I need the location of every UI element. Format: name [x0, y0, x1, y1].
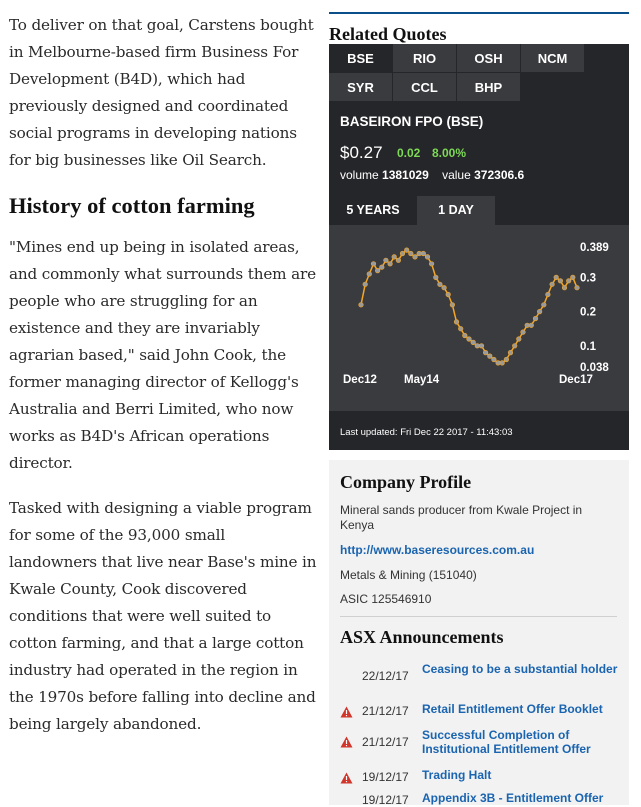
announcement-title[interactable]: Ceasing to be a substantial holder [422, 662, 618, 676]
y-tick-label: 0.038 [580, 362, 609, 374]
volume-value: 1381029 [382, 168, 429, 182]
x-tick-label: May14 [404, 374, 440, 386]
announcement-date: 21/12/17 [362, 704, 409, 718]
ticker-tab-bse[interactable]: BSE [329, 44, 393, 73]
ticker-tab-osh[interactable]: OSH [457, 44, 521, 73]
price-point [537, 309, 542, 314]
price-chart-svg [329, 225, 629, 411]
price-point [413, 255, 418, 260]
price-point [450, 303, 455, 308]
price-point [446, 292, 451, 297]
price-point [375, 268, 380, 273]
price-point [479, 344, 484, 349]
price-point [575, 285, 580, 290]
price-point [425, 255, 430, 260]
quote-change: 0.02 [397, 146, 421, 160]
price-point [442, 285, 447, 290]
period-tab-1-day[interactable]: 1 DAY [417, 196, 495, 225]
last-updated: Last updated: Fri Dec 22 2017 - 11:43:03 [340, 427, 513, 438]
announcement-date: 19/12/17 [362, 793, 409, 807]
company-website-link[interactable]: http://www.baseresources.com.au [340, 543, 535, 557]
price-point [542, 303, 547, 308]
y-tick-label: 0.1 [580, 340, 596, 353]
price-point [521, 330, 526, 335]
price-point [467, 337, 472, 342]
price-point [562, 285, 567, 290]
quote-price: $0.27 [340, 143, 383, 162]
price-point [367, 272, 372, 277]
price-point [438, 282, 443, 287]
article-body [9, 12, 317, 756]
quote-widget [329, 44, 629, 450]
price-point [550, 282, 555, 287]
price-point [392, 255, 397, 260]
price-point [488, 354, 493, 359]
price-point [458, 326, 463, 331]
announcement-title[interactable]: Appendix 3B - Entitlement Offer [422, 791, 604, 805]
price-point [504, 357, 509, 362]
divider [340, 616, 617, 617]
price-point [463, 333, 468, 338]
price-point [500, 361, 505, 366]
ticker-tab-syr[interactable]: SYR [329, 73, 393, 102]
article-subheading: History of cotton farming [9, 193, 255, 218]
price-point [571, 275, 576, 280]
company-industry: Metals & Mining (151040) [340, 568, 477, 582]
price-chart [329, 225, 629, 411]
price-point [512, 344, 517, 349]
price-point [554, 275, 559, 280]
price-point [363, 282, 368, 287]
announcement-date: 19/12/17 [362, 770, 409, 784]
x-tick-label: Dec17 [559, 374, 593, 386]
ticker-tab-bhp[interactable]: BHP [457, 73, 521, 102]
value-value: 372306.6 [474, 168, 525, 182]
ticker-tab-ccl[interactable]: CCL [393, 73, 457, 102]
y-tick-label: 0.389 [580, 242, 609, 254]
y-tick-label: 0.3 [580, 272, 596, 285]
price-point [471, 340, 476, 345]
announcement-date: 22/12/17 [362, 669, 409, 683]
price-point [359, 303, 364, 308]
company-description: Mineral sands producer from Kwale Project in Kenya [340, 503, 583, 532]
price-point [566, 279, 571, 284]
y-tick-label: 0.2 [580, 306, 596, 319]
sidebar [329, 12, 629, 807]
quote-volume-line [340, 168, 524, 182]
value-label: value [442, 168, 471, 182]
price-point [454, 320, 459, 325]
announcement-title[interactable]: Trading Halt [422, 768, 492, 782]
x-tick-label: Dec12 [343, 374, 377, 386]
period-tab-5-years[interactable]: 5 YEARS [329, 196, 417, 225]
price-point [384, 258, 389, 263]
announcement-date: 21/12/17 [362, 735, 409, 749]
price-point [508, 350, 513, 355]
warning-triangle-icon [340, 705, 353, 723]
price-point [434, 275, 439, 280]
price-point [409, 251, 414, 256]
asx-announcements-title: ASX Announcements [340, 627, 504, 647]
price-point [400, 251, 405, 256]
article-paragraph: To deliver on that goal, Carstens bought in Melbourne-based firm Business For Development (B4D), which had previously designed and coordinated social programs in developing nations for big businesses like Oil Search. [9, 16, 314, 169]
company-profile-panel [329, 460, 629, 805]
related-quotes-title: Related Quotes [329, 12, 629, 44]
price-point [492, 357, 497, 362]
volume-label: volume [340, 168, 379, 182]
price-point [380, 265, 385, 270]
company-profile-title: Company Profile [340, 472, 472, 492]
price-point [396, 258, 401, 263]
quote-change-pct: 8.00% [432, 146, 467, 160]
price-point [546, 292, 551, 297]
price-point [421, 251, 426, 256]
ticker-tab-rio[interactable]: RIO [393, 44, 457, 73]
announcement-title[interactable]: Retail Entitlement Offer Booklet [422, 702, 603, 716]
price-point [429, 262, 434, 267]
warning-triangle-icon [340, 771, 353, 789]
announcement-title[interactable]: Successful Completion of Institutional Entitlement Offer [422, 728, 591, 756]
quote-name: BASEIRON FPO (BSE) [340, 114, 484, 129]
price-point [404, 248, 409, 253]
price-point [483, 350, 488, 355]
article-paragraph: "Mines end up being in isolated areas, and commonly what surrounds them are people who are struggling for an existence and they are invariably agrarian based," said John Cook, the former managing director of Kellogg's Australia and Berri Limited, who now works as B4D's African operations director. [9, 238, 316, 472]
price-point [533, 316, 538, 321]
price-point [371, 262, 376, 267]
company-asic: ASIC 125546910 [340, 592, 432, 606]
ticker-tab-ncm[interactable]: NCM [521, 44, 585, 73]
price-point [558, 279, 563, 284]
price-point [529, 323, 534, 328]
price-point [517, 337, 522, 342]
price-point [388, 262, 393, 267]
article-paragraph: Tasked with designing a viable program for some of the 93,000 small landowners that live near Base's mine in Kwale County, Cook discovered conditions that were well suited to cotton farming, and that a large cotton industry had operated in the region in the 1970s before falling into decline and being largely abandoned. [9, 499, 317, 733]
warning-triangle-icon [340, 735, 353, 753]
